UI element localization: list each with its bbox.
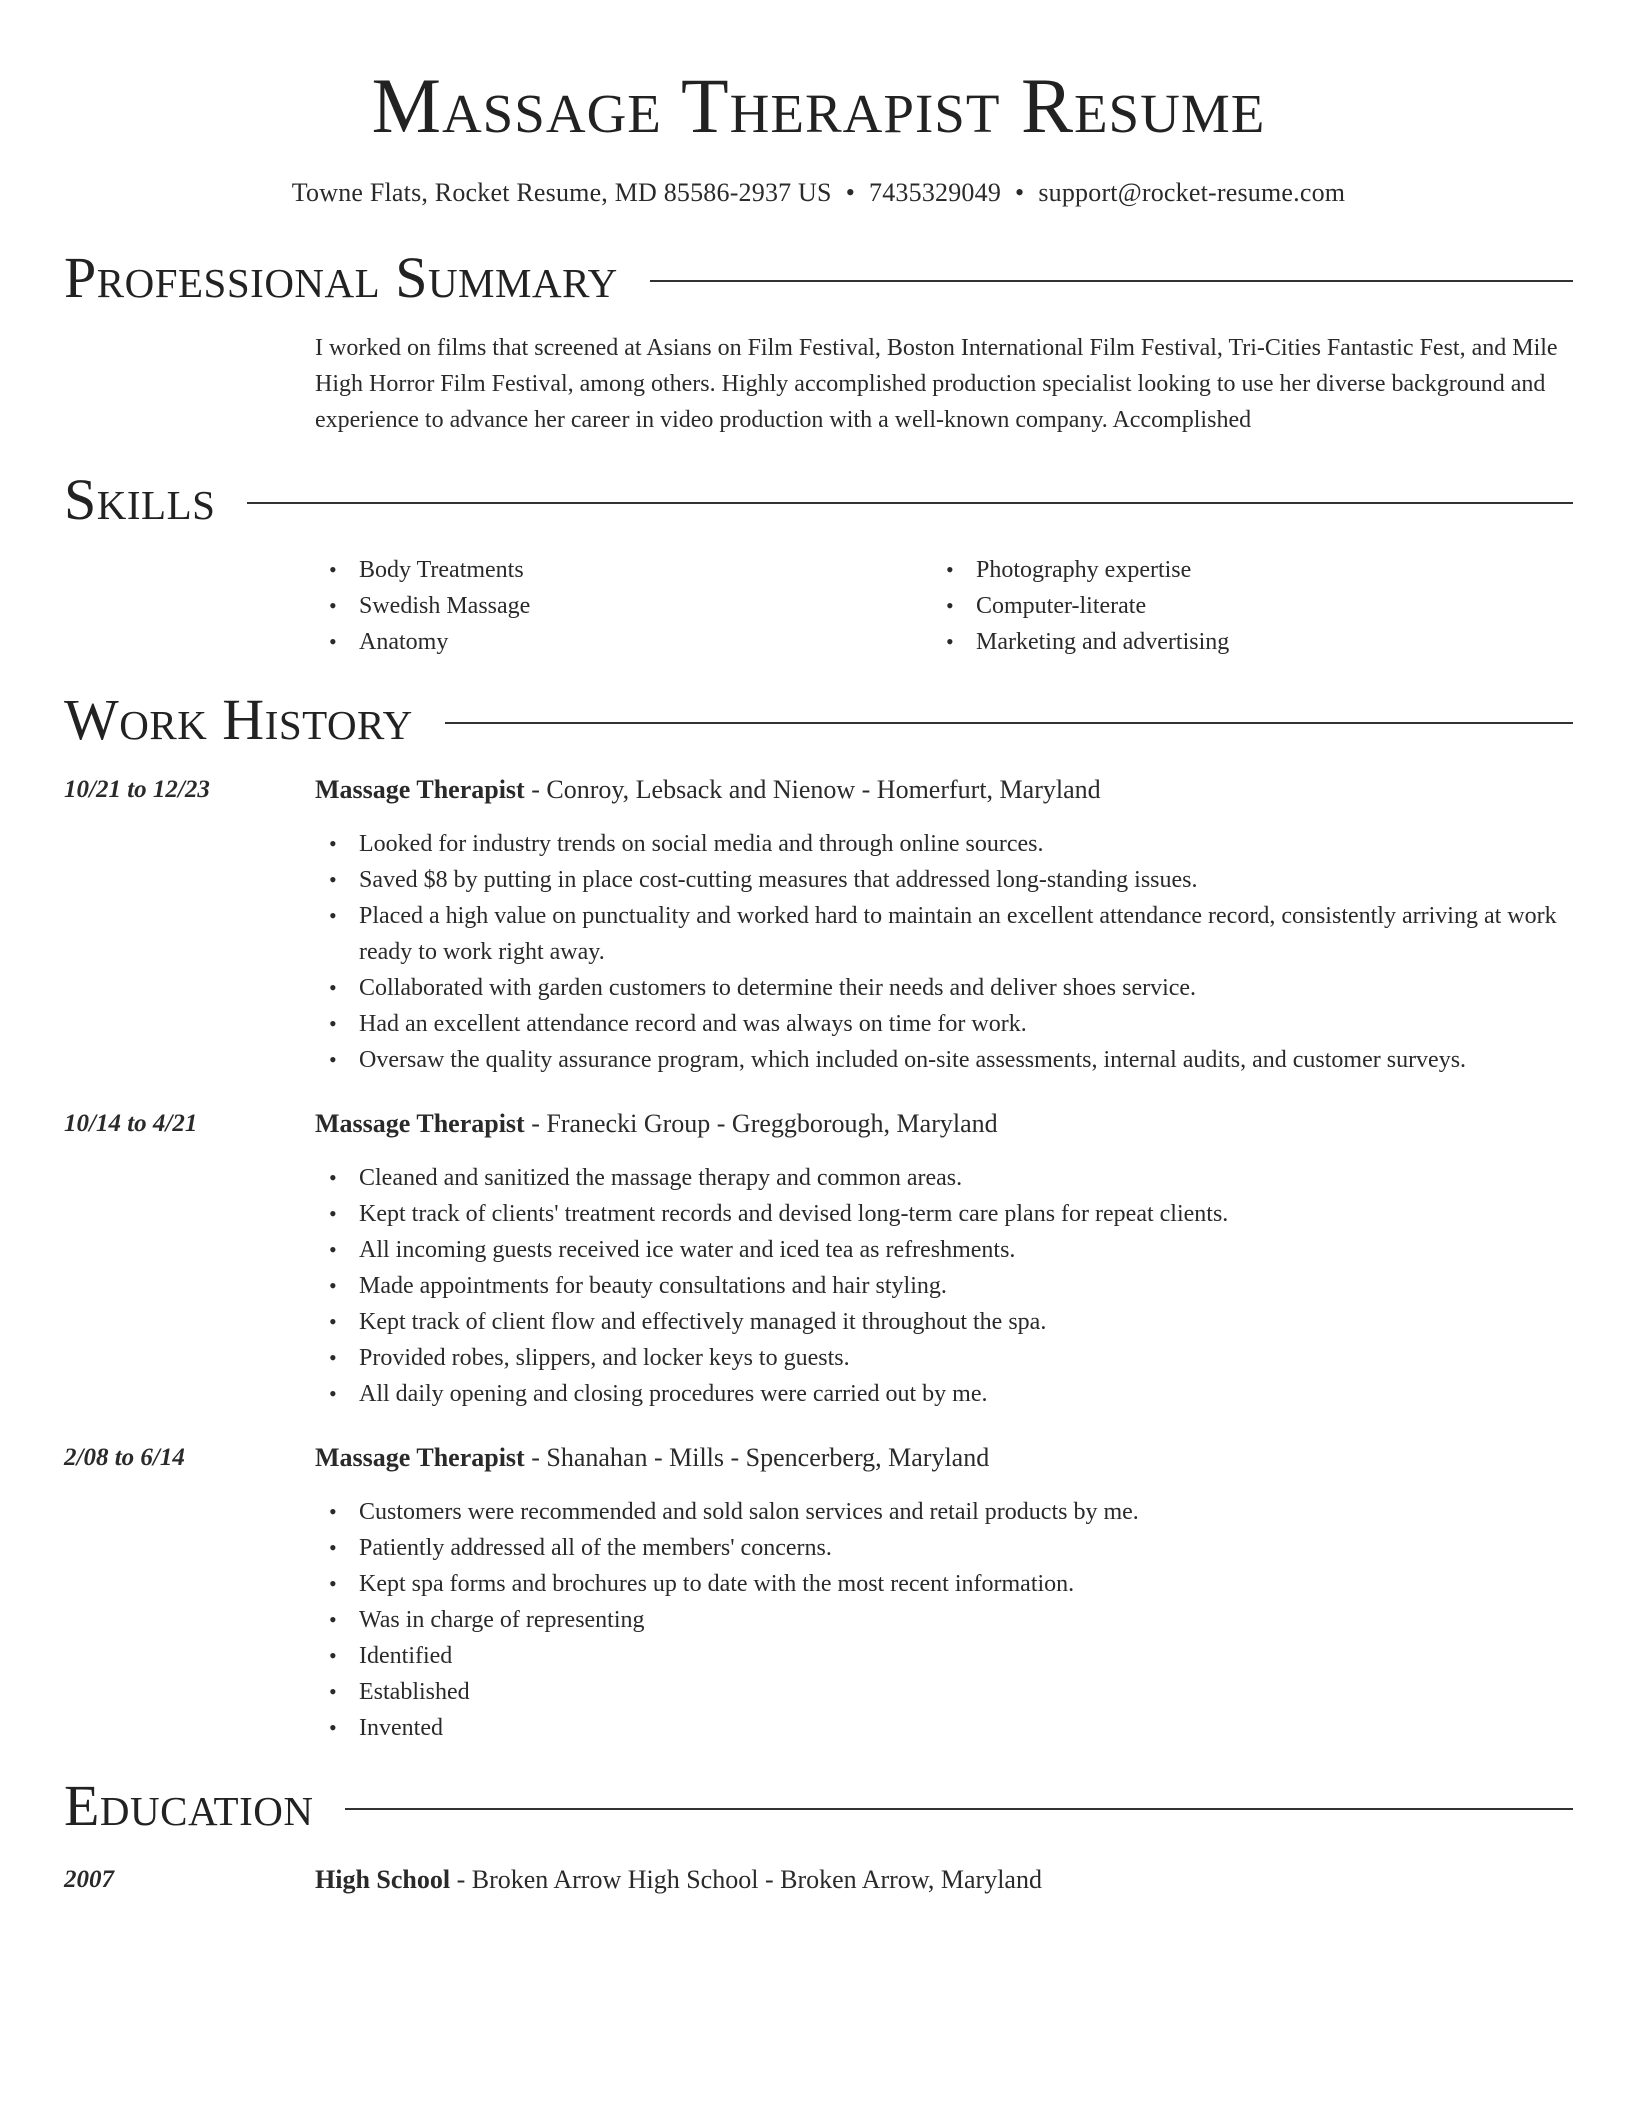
summary-heading: Professional Summary [64,245,618,310]
skill-item: • Photography expertise [932,552,1549,588]
job-details: - Franecki Group - Greggborough, Maryland [524,1109,998,1138]
skills-column-left [315,552,932,660]
work-bullet: • Saved $8 by putting in place cost-cutting measures that addressed long-standing issues. [315,862,1573,898]
work-date: 10/21 to 12/23 [64,776,210,803]
contact-line [64,178,1573,208]
skill-item: • Marketing and advertising [932,624,1549,660]
skills-heading: Skills [64,467,216,532]
work-bullet: • Kept track of clients' treatment records and devised long-term care plans for repeat clients. [315,1196,1573,1232]
job-title: Massage Therapist [315,775,525,804]
skills-column-right [932,552,1549,660]
education-date: 2007 [64,1866,114,1893]
skill-item: • Anatomy [315,624,932,660]
summary-section-header [64,246,1573,310]
work-bullets [315,1160,1573,1412]
resume-title: Massage Therapist Resume [371,62,1266,149]
work-bullet: • Had an excellent attendance record and was always on time for work. [315,1006,1573,1042]
skill-item: • Body Treatments [315,552,932,588]
work-bullet: • Made appointments for beauty consultations and hair styling. [315,1268,1573,1304]
skill-item: • Computer-literate [932,588,1549,624]
work-bullet: • Identified [315,1638,1573,1674]
job-details: - Shanahan - Mills - Spencerberg, Maryland [524,1443,990,1472]
work-bullet: • Collaborated with garden customers to determine their needs and deliver shoes service. [315,970,1573,1006]
education-heading: Education [64,1773,314,1838]
work-heading: Work History [64,687,413,752]
work-body [315,1106,1573,1412]
work-bullet: • Kept track of client flow and effectively managed it throughout the spa. [315,1304,1573,1340]
contact-phone: 7435329049 [869,178,1002,207]
work-bullet: • All incoming guests received ice water and iced tea as refreshments. [315,1232,1573,1268]
section-divider [247,502,1573,504]
school-details: - Broken Arrow High School - Broken Arrow, Maryland [450,1865,1042,1894]
work-entry [64,1440,1573,1746]
summary-text: I worked on films that screened at Asians on Film Festival, Boston International Film Festival, Tri-Cities Fantastic Fest, and Mile High Horror Film Festival, among others. Highly accomplished production specialist looking to use her diverse background and experience to advance her career in video production with a well-known company. Accomplished [315,335,1558,433]
education-body [315,1862,1573,1898]
work-entry [64,1106,1573,1412]
work-bullets [315,826,1573,1078]
work-bullet: • Customers were recommended and sold salon services and retail products by me. [315,1494,1573,1530]
work-bullet: • All daily opening and closing procedures were carried out by me. [315,1376,1573,1412]
skills-section-header [64,468,1573,532]
work-date: 10/14 to 4/21 [64,1110,198,1137]
contact-separator: • [1015,178,1025,207]
job-title: Massage Therapist [315,1109,525,1138]
work-heading-line [315,772,1573,808]
resume-page [64,0,1573,1898]
work-body [315,772,1573,1078]
work-bullet: • Patiently addressed all of the members' concerns. [315,1530,1573,1566]
job-details: - Conroy, Lebsack and Nienow - Homerfurt, Maryland [524,775,1101,804]
work-bullet: • Oversaw the quality assurance program, which included on-site assessments, internal audits, and customer surveys. [315,1042,1573,1078]
work-bullets [315,1494,1573,1746]
skill-item: • Swedish Massage [315,588,932,624]
work-bullet: • Placed a high value on punctuality and worked hard to maintain an excellent attendance record, consistently arriving at work ready to work right away. [315,898,1573,970]
work-date: 2/08 to 6/14 [64,1444,185,1471]
work-bullet: • Invented [315,1710,1573,1746]
work-section-header [64,688,1573,752]
work-heading-line [315,1106,1573,1142]
work-bullet: • Established [315,1674,1573,1710]
section-divider [650,280,1573,282]
work-heading-line [315,1440,1573,1476]
section-divider [345,1808,1573,1810]
contact-address: Towne Flats, Rocket Resume, MD 85586-2937 US [291,178,832,207]
work-bullet: • Was in charge of representing [315,1602,1573,1638]
work-bullet: • Provided robes, slippers, and locker keys to guests. [315,1340,1573,1376]
contact-email: support@rocket-resume.com [1038,178,1346,207]
skills-list [315,552,1573,660]
job-title: Massage Therapist [315,1443,525,1472]
education-heading-line [315,1862,1573,1898]
section-divider [445,722,1573,724]
work-bullet: • Looked for industry trends on social media and through online sources. [315,826,1573,862]
education-entry [64,1862,1573,1898]
contact-separator: • [845,178,856,207]
degree-title: High School [315,1865,451,1894]
work-bullet: • Cleaned and sanitized the massage therapy and common areas. [315,1160,1573,1196]
work-body [315,1440,1573,1746]
work-bullet: • Kept spa forms and brochures up to date with the most recent information. [315,1566,1573,1602]
work-entry [64,772,1573,1078]
education-section-header [64,1774,1573,1838]
